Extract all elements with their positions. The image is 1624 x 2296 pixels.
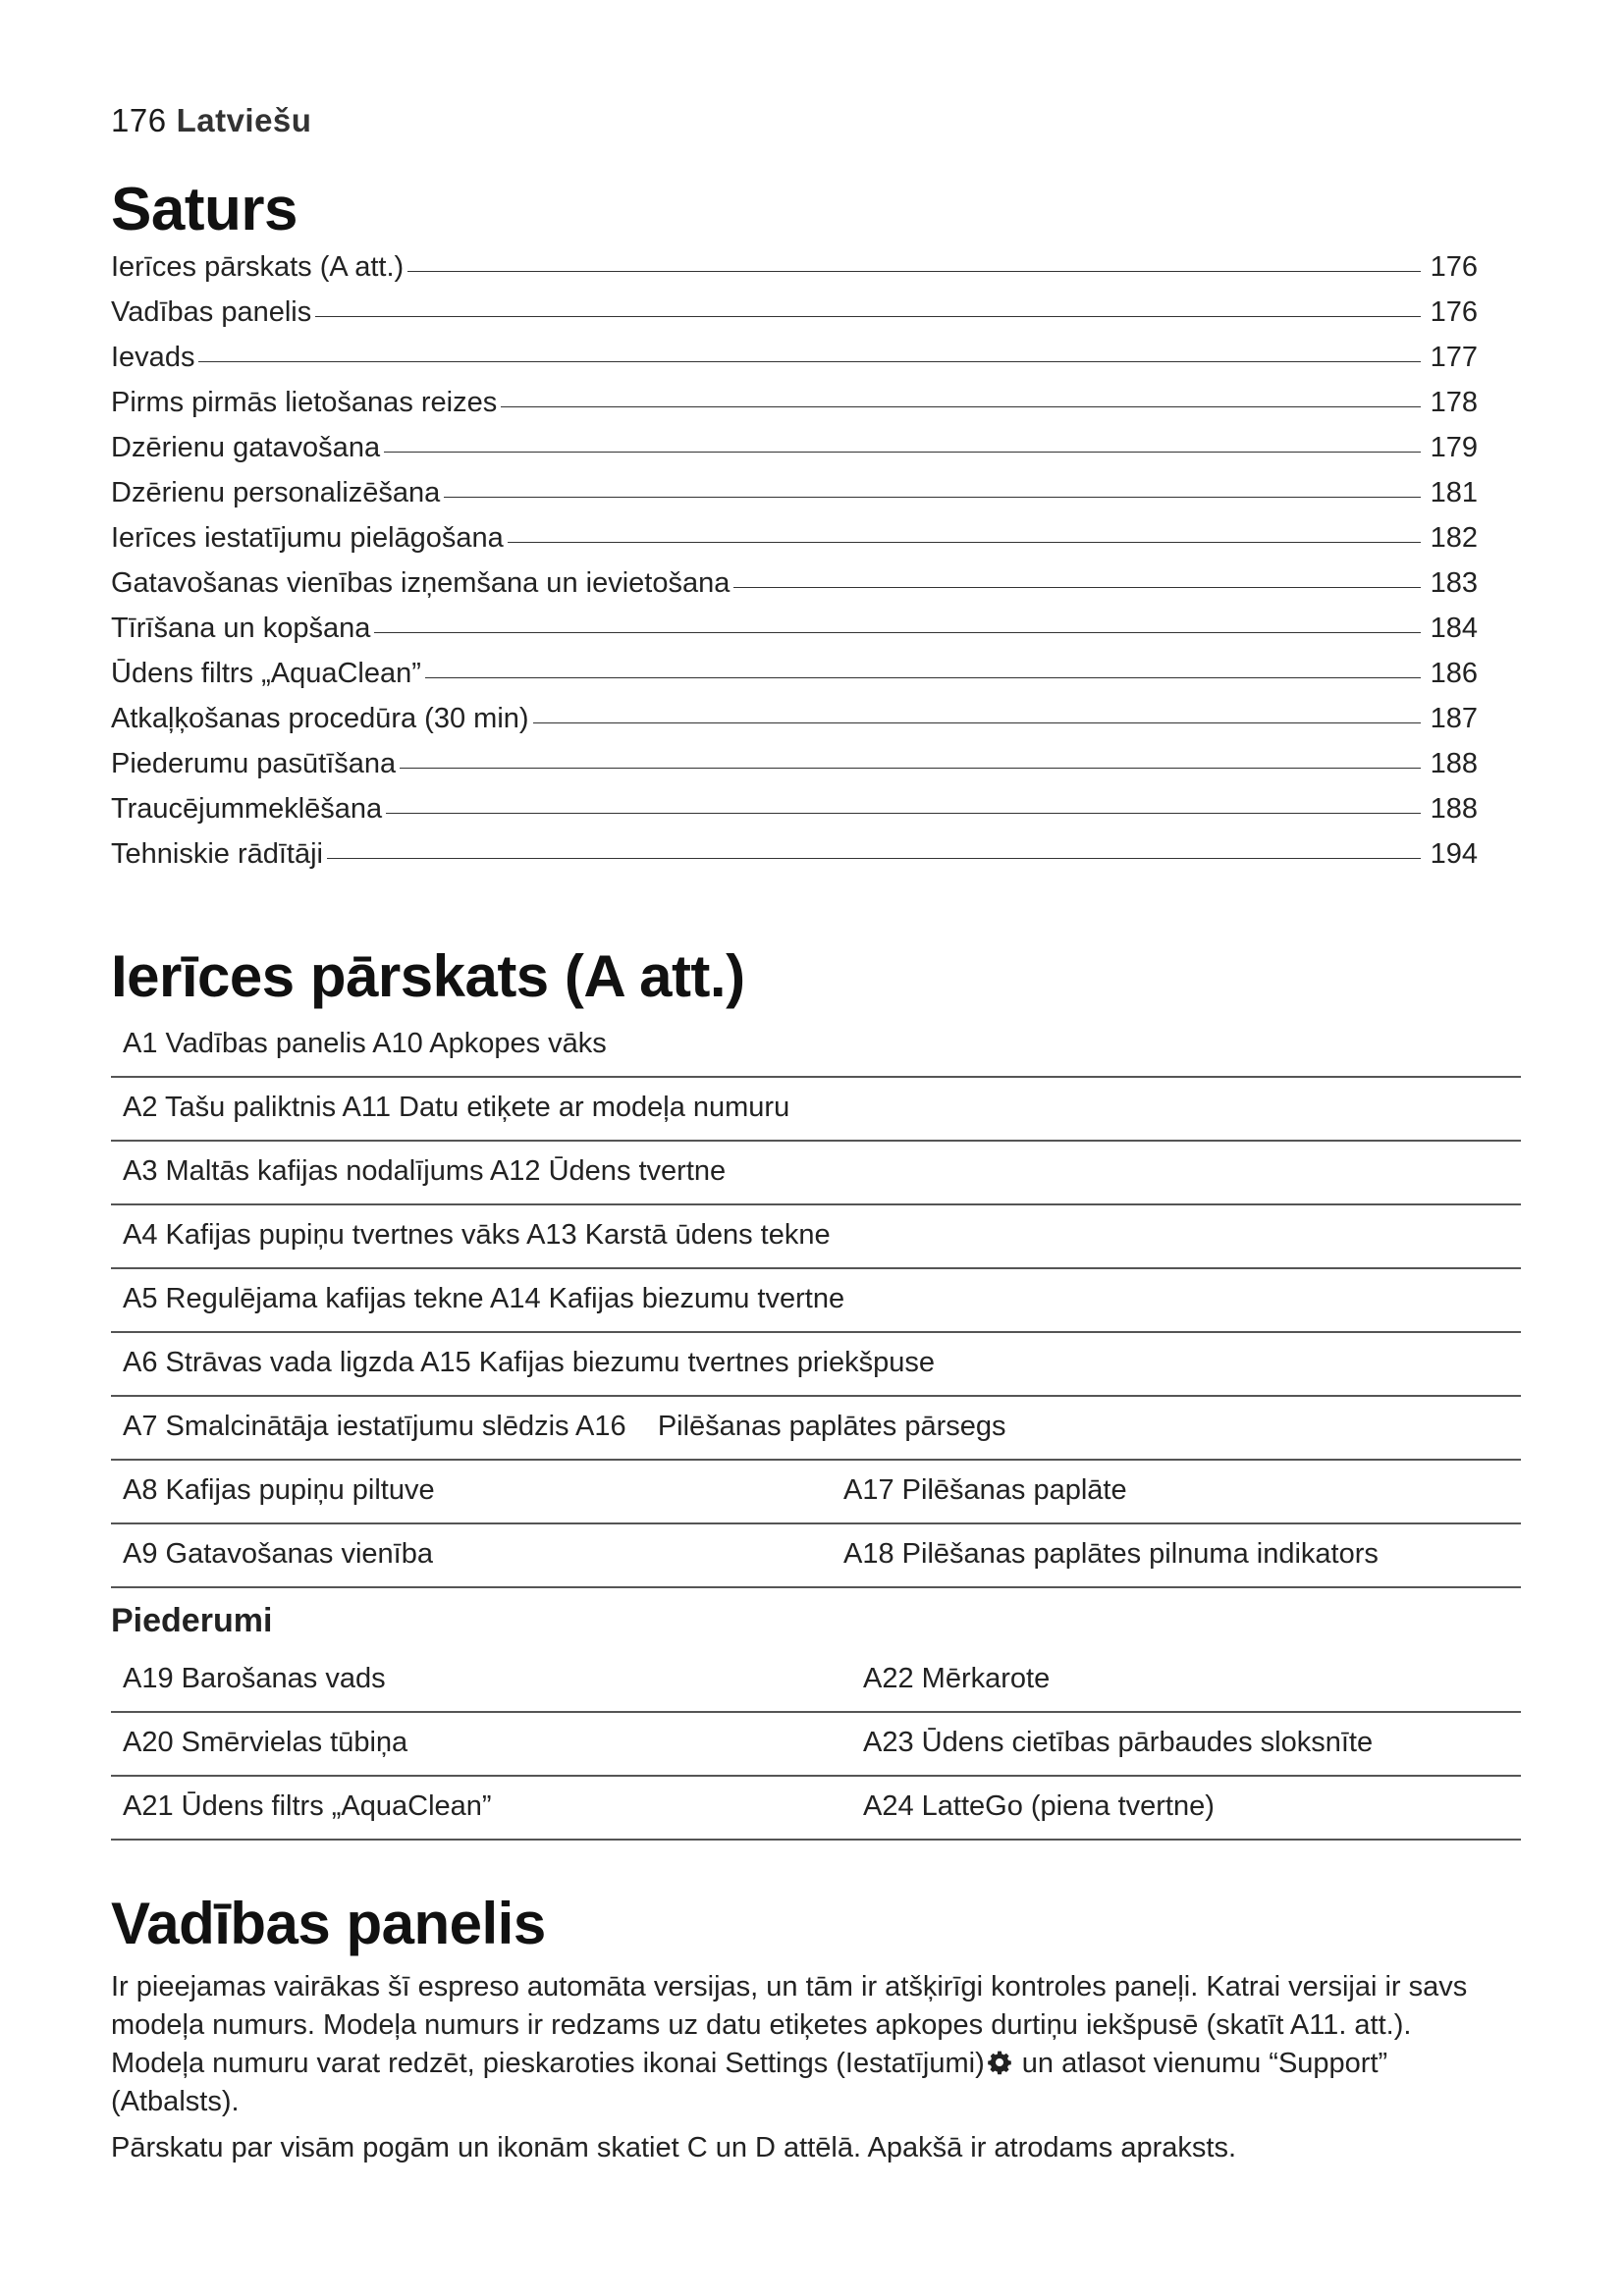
table-cell: A23 Ūdens cietības pārbaudes sloksnīte [863,1727,1374,1758]
toc-leader [327,858,1421,859]
toc-leader [384,452,1421,453]
toc-entry-title: Ievads [111,342,195,373]
table-cell: A19 Barošanas vads [123,1663,386,1694]
table-row [111,1333,1521,1397]
toc-entry[interactable] [111,567,1478,613]
toc-leader [386,813,1421,814]
page-number: 176 [111,102,167,138]
table-cell: A21 Ūdens filtrs „AquaClean” [123,1790,492,1822]
toc-leader [198,361,1421,362]
toc-entry-title: Piederumu pasūtīšana [111,748,397,779]
table-row [111,1461,1521,1524]
table-row [111,1649,1521,1713]
parts-table [111,1014,1521,1588]
table-row [111,1014,1521,1078]
toc-entry[interactable] [111,522,1478,567]
table-row [111,1142,1521,1205]
toc-entry-title: Ūdens filtrs „AquaClean” [111,658,421,689]
toc-entry[interactable] [111,613,1478,658]
toc-leader [733,587,1421,588]
toc-entry-page: 177 [1430,342,1478,373]
toc-leader [315,316,1421,317]
toc-entry-page: 179 [1430,432,1478,463]
table-cell: A8 Kafijas pupiņu piltuve [123,1474,435,1506]
paragraph-text: Ir pieejamas vairākas šī espreso automāta versijas, un tām ir atšķirīgi kontroles paneļi. Katrai versijai ir savs modeļa numurs. Modeļa numurs ir redzams uz datu etiķetes apkopes durtiņu iekšpusē (skatīt A11. att.). Modeļa numuru varat redzēt, pieskaroties ikonai Settings (Iestatījumi) [111,1971,1468,2079]
table-cell: A1 Vadības panelis A10 Apkopes vāks [123,1028,607,1059]
table-row [111,1524,1521,1588]
toc-entry[interactable] [111,296,1478,342]
toc-leader [533,722,1421,723]
toc-leader [508,542,1421,543]
control-panel-heading: Vadības panelis [111,1891,546,1956]
toc-entry-title: Ierīces iestatījumu pielāgošana [111,522,504,554]
accessories-table [111,1649,1521,1841]
toc-leader [374,632,1421,633]
toc-entry[interactable] [111,342,1478,387]
table-cell: A5 Regulējama kafijas tekne A14 Kafijas biezumu tvertne [123,1283,845,1314]
toc-entry-title: Dzērienu gatavošana [111,432,381,463]
paragraph-text: un atlasot vienumu “Support” (Atbalsts). [111,2048,1388,2117]
running-header [111,102,311,139]
toc-entry[interactable] [111,477,1478,522]
toc-heading: Saturs [111,176,298,243]
table-cell: A17 Pilēšanas paplāte [843,1474,1127,1506]
toc-entry-page: 184 [1430,613,1478,644]
toc-entry-title: Pirms pirmās lietošanas reizes [111,387,498,418]
toc-entry-title: Dzērienu personalizēšana [111,477,441,508]
toc-entry[interactable] [111,838,1478,883]
toc-entry-page: 187 [1430,703,1478,734]
table-row [111,1397,1521,1461]
toc-entry[interactable] [111,748,1478,793]
toc-entry-title: Traucējummeklēšana [111,793,383,825]
toc-entry-page: 183 [1430,567,1478,599]
table-row [111,1777,1521,1841]
table-cell: A22 Mērkarote [863,1663,1051,1694]
toc-leader [444,497,1421,498]
control-panel-paragraph-2: Pārskatu par visām pogām un ikonām skatiet C un D attēlā. Apakšā ir atrodams apraksts. [111,2132,1237,2163]
toc-entry-title: Tehniskie rādītāji [111,838,323,870]
toc-entry-page: 188 [1430,748,1478,779]
toc-leader [400,768,1421,769]
toc-leader [407,271,1421,272]
table-row [111,1269,1521,1333]
accessories-heading: Piederumi [111,1602,273,1639]
toc-entry[interactable] [111,703,1478,748]
table-cell: A24 LatteGo (piena tvertne) [863,1790,1215,1822]
toc-entry-page: 188 [1430,793,1478,825]
overview-heading: Ierīces pārskats (A att.) [111,943,745,1009]
toc-entry-title: Ierīces pārskats (A att.) [111,251,405,283]
toc-entry[interactable] [111,432,1478,477]
table-cell: A4 Kafijas pupiņu tvertnes vāks A13 Karstā ūdens tekne [123,1219,831,1251]
toc-entry[interactable] [111,793,1478,838]
toc-entry-page: 176 [1430,296,1478,328]
toc-entry-page: 194 [1430,838,1478,870]
toc-entry[interactable] [111,251,1478,296]
toc-entry[interactable] [111,658,1478,703]
table-row [111,1205,1521,1269]
toc-entry-page: 181 [1430,477,1478,508]
table-row [111,1713,1521,1777]
toc-entry-page: 178 [1430,387,1478,418]
table-cell: A6 Strāvas vada ligzda A15 Kafijas biezumu tvertnes priekšpuse [123,1347,935,1378]
table-row [111,1078,1521,1142]
table-cell: A20 Smērvielas tūbiņa [123,1727,408,1758]
settings-gear-icon [987,2050,1012,2075]
table-of-contents [111,251,1478,883]
table-cell: A2 Tašu paliktnis A11 Datu etiķete ar modeļa numuru [123,1092,790,1123]
toc-entry-page: 186 [1430,658,1478,689]
toc-leader [425,677,1421,678]
toc-leader [501,406,1421,407]
table-cell: A7 Smalcinātāja iestatījumu slēdzis A16 Pilēšanas paplātes pārsegs [123,1411,1006,1442]
toc-entry-page: 182 [1430,522,1478,554]
toc-entry-title: Tīrīšana un kopšana [111,613,371,644]
control-panel-paragraph [111,1968,1505,2121]
table-cell: A9 Gatavošanas vienība [123,1538,433,1570]
toc-entry-title: Vadības panelis [111,296,312,328]
toc-entry[interactable] [111,387,1478,432]
toc-entry-title: Gatavošanas vienības izņemšana un ievietošana [111,567,731,599]
table-cell: A18 Pilēšanas paplātes pilnuma indikators [843,1538,1379,1570]
language-label: Latviešu [176,102,312,138]
toc-entry-title: Atkaļķošanas procedūra (30 min) [111,703,529,734]
toc-entry-page: 176 [1430,251,1478,283]
table-cell: A3 Maltās kafijas nodalījums A12 Ūdens tvertne [123,1155,727,1187]
